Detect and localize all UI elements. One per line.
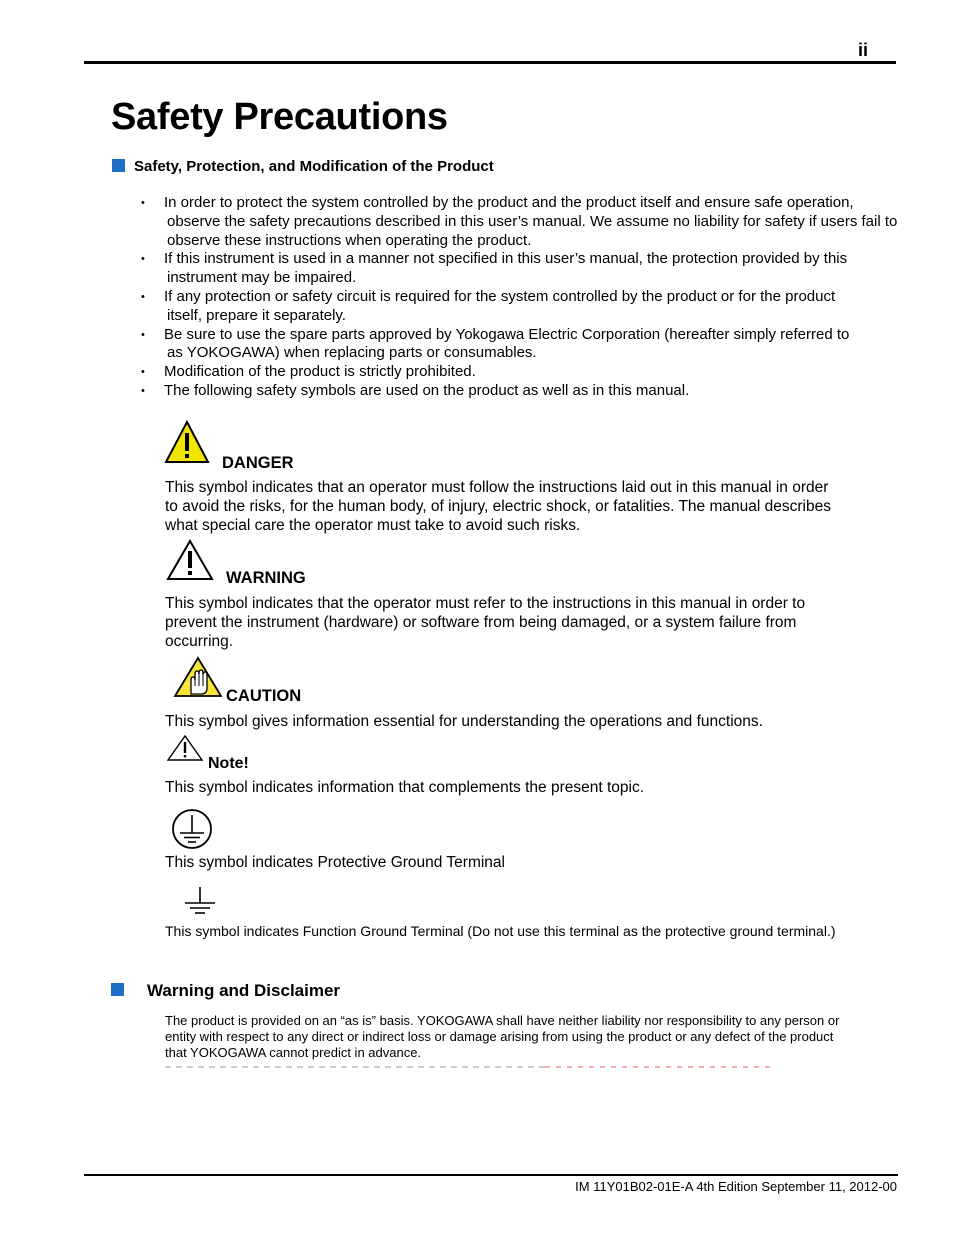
page-title: Safety Precautions <box>111 96 448 138</box>
footer-text: IM 11Y01B02-01E-A 4th Edition September 11, 2012-00 <box>575 1179 897 1194</box>
header-rule <box>84 61 896 64</box>
protective-ground-description: This symbol indicates Protective Ground Terminal <box>165 854 505 871</box>
page-number: ii <box>857 40 868 60</box>
footer-rule <box>84 1174 898 1176</box>
warning-label: WARNING <box>226 569 306 587</box>
disclaimer-text: The product is provided on an “as is” basis. YOKOGAWA shall have neither liability nor responsibility to any person or entity with respect to any direct or indirect loss or damage arising from using the product or any defect of the product that YOKOGAWA cannot predict in advance. <box>165 1013 840 1060</box>
danger-triangle-icon <box>164 420 210 464</box>
list-item: • The following safety symbols are used on the product as well as in this manual. <box>141 381 690 399</box>
warning-description: This symbol indicates that the operator must refer to the instructions in this manual in order to prevent the instrument (hardware) or software from being damaged, or a system failure from occurring. <box>165 595 806 650</box>
caution-description: This symbol gives information essential for understanding the operations and functions. <box>165 713 763 730</box>
list-item: • If this instrument is used in a manner not specified in this user’s manual, the protection provided by this instrument may be impaired. <box>141 250 848 287</box>
function-ground-icon <box>183 886 217 916</box>
list-item: • In order to protect the system controlled by the product and the product itself and ensure safe operation, observe the safety precautions described in this user’s manual. We assume no liability for safety if users fail to observe these instructions when operating the product. <box>141 194 898 249</box>
caution-hand-icon <box>173 656 223 698</box>
section-square-icon <box>111 983 124 996</box>
truncated-text-line <box>165 1066 785 1068</box>
section-heading-safety: Safety, Protection, and Modification of the Product <box>134 158 494 175</box>
danger-description: This symbol indicates that an operator must follow the instructions laid out in this manual in order to avoid the risks, for the human body, of injury, electric shock, or fatalities. The manual describes what special care the operator must take to avoid such risks. <box>165 479 831 534</box>
section-heading-disclaimer: Warning and Disclaimer <box>147 981 341 1000</box>
list-item: • If any protection or safety circuit is required for the system controlled by the product or for the product itself, prepare it separately. <box>141 287 836 324</box>
caution-label: CAUTION <box>226 687 302 705</box>
warning-triangle-icon <box>166 539 214 581</box>
section-square-icon <box>112 159 125 172</box>
protective-ground-icon <box>171 808 213 850</box>
danger-label: DANGER <box>222 454 294 472</box>
list-item: • Be sure to use the spare parts approved by Yokogawa Electric Corporation (hereafter simply referred to as YOKOGAWA) when replacing parts or consumables. <box>141 325 850 362</box>
note-triangle-icon <box>167 735 203 761</box>
note-label: Note! <box>208 755 249 772</box>
list-item: • Modification of the product is strictly prohibited. <box>141 363 476 381</box>
note-description: This symbol indicates information that complements the present topic. <box>165 779 645 796</box>
function-ground-description: This symbol indicates Function Ground Terminal (Do not use this terminal as the protective ground terminal.) <box>165 923 836 939</box>
safety-bullet-list <box>141 194 901 401</box>
